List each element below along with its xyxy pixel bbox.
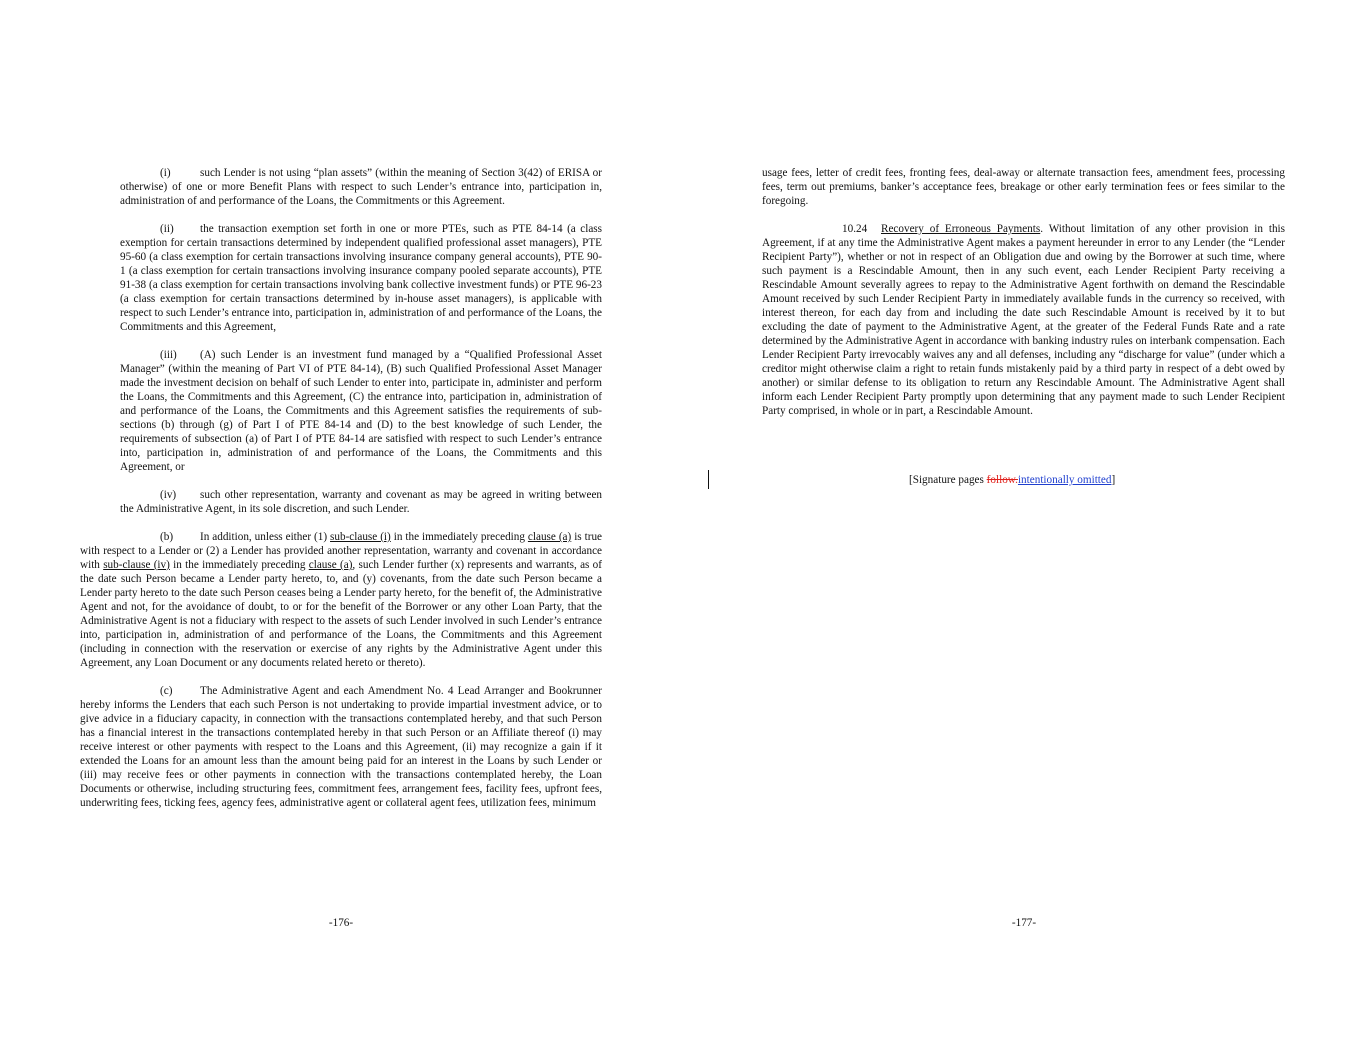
paragraph-c xyxy=(80,684,602,810)
section-10-24 xyxy=(762,222,1285,418)
page-number: -177- xyxy=(1011,917,1037,929)
signature-suffix: ] xyxy=(1111,474,1116,486)
paragraph-continuation: usage fees, letter of credit fees, fronting fees, deal-away or alternate transaction fees, amendment fees, processing fees, term out premiums, banker’s acceptance fees, breakage or other early termination fees or fees similar to the foregoing. xyxy=(762,167,1285,207)
section-title: Recovery of Erroneous Payments xyxy=(881,223,1041,235)
cross-reference: sub-clause (iv) xyxy=(103,559,170,571)
clause-text: the transaction exemption set forth in one or more PTEs, such as PTE 84-14 (a class exemption for certain transactions determined by independent qualified professional asset managers), PTE 95-60 (a class exemption for certain transactions involving insurance company general accounts), PTE 90-1 (a class exemption for certain transactions involving insurance company pooled separate accounts), PTE 91-38 (a class exemption for certain transactions involving bank collective investment funds) or PTE 96-23 (a class exemption for certain transactions determined by in-house asset managers), is applicable with respect to such Lender’s entrance into, participation in, administration of and performance of the Loans, the Commitments and this Agreement, xyxy=(120,223,602,333)
paragraph-a-ii xyxy=(80,222,602,334)
clause-number: (c) xyxy=(160,685,173,697)
clause-text: such other representation, warranty and covenant as may be agreed in writing between the Administrative Agent, in its sole discretion, and such Lender. xyxy=(120,489,602,515)
clause-text: , such Lender further (x) represents and warrants, as of the date such Person became a Lender party hereto, to, and (y) covenants, from the date such Person became a Lender party hereto to the date such Person ceases being a Lender party hereto, for the benefit of, the Administrative Agent and not, for the avoidance of doubt, to or for the benefit of the Borrower or any other Loan Party, that the Administrative Agent is not a fiduciary with respect to the assets of such Lender involved in such Lender’s entrance into, participation in, administration of and performance of the Loans, the Commitments and this Agreement (including in connection with the reservation or exercise of any rights by the Administrative Agent under this Agreement, any Loan Document or any documents related hereto or thereto). xyxy=(80,559,603,669)
deleted-text: follow. xyxy=(986,474,1018,486)
signature-prefix: [Signature pages xyxy=(909,474,987,486)
clause-text: in the immediately preceding xyxy=(169,559,309,571)
paragraph-a-iii xyxy=(80,348,602,474)
page-176 xyxy=(0,0,682,1055)
clause-number: (b) xyxy=(160,531,174,543)
cross-reference: clause (a) xyxy=(527,531,572,543)
clause-number: (iv) xyxy=(160,489,177,501)
section-number: 10.24 xyxy=(842,223,868,235)
page-177 xyxy=(683,0,1365,1055)
paragraph-a-i xyxy=(80,166,602,208)
paragraph-b xyxy=(80,530,602,670)
cross-reference: sub-clause (i) xyxy=(330,531,391,543)
clause-text: In addition, unless either (1) xyxy=(200,531,331,543)
clause-text: in the immediately preceding xyxy=(390,531,528,543)
section-text: . Without limitation of any other provision in this Agreement, if at any time the Administrative Agent makes a payment hereunder in error to any Lender (the “Lender Recipient Party”), whether or not in respect of an Obligation due and owing by the Borrower at such time, where such payment is a Rescindable Amount, then in any such event, each Lender Recipient Party receiving a Rescindable Amount severally agrees to repay to the Administrative Agent forthwith on demand the Rescindable Amount received by such Lender Recipient Party in immediately available funds in the currency so received, with interest thereon, for each day from and including the date such Rescindable Amount is received by it to but excluding the date of payment to the Administrative Agent, at the greater of the Federal Funds Rate and a rate determined by the Administrative Agent in accordance with banking industry rules on interbank compensation. Each Lender Recipient Party irrevocably waives any and all defenses, including any “discharge for value” (under which a creditor might otherwise claim a right to retain funds mistakenly paid by a third party in respect of a debt owed by another) or similar defense to its obligation to return any Rescindable Amount. The Administrative Agent shall inform each Lender Recipient Party promptly upon determining that any payment made to such Lender Recipient Party comprised, in whole or in part, a Rescindable Amount. xyxy=(762,223,1286,417)
signature-line xyxy=(909,473,1115,487)
clause-text: (A) such Lender is an investment fund managed by a “Qualified Professional Asset Manager” (within the meaning of Part VI of PTE 84-14), (B) such Qualified Professional Asset Manager made the investment decision on behalf of such Lender to enter into, participate in, administer and perform the Loans, the Commitments and this Agreement, (C) the entrance into, participation in, administration of and performance of the Loans, the Commitments and this Agreement satisfies the requirements of sub-sections (b) through (g) of Part I of PTE 84-14 and (D) to the best knowledge of such Lender, the requirements of subsection (a) of Part I of PTE 84-14 are satisfied with respect to such Lender’s entrance into, participation in, administration of and performance of the Loans, the Commitments and this Agreement, or xyxy=(120,349,602,473)
clause-number: (iii) xyxy=(160,349,177,361)
cross-reference: clause (a) xyxy=(308,559,353,571)
inserted-text: intentionally omitted xyxy=(1017,474,1112,486)
page-number: -176- xyxy=(328,917,354,929)
clause-number: (ii) xyxy=(160,223,174,235)
clause-number: (i) xyxy=(160,167,171,179)
page-177-body xyxy=(762,166,1285,432)
page-176-body xyxy=(80,166,602,824)
clause-text: such Lender is not using “plan assets” (within the meaning of Section 3(42) of ERISA or otherwise) of one or more Benefit Plans with respect to such Lender’s entrance into, participation in, administration of and performance of the Loans, the Commitments or this Agreement. xyxy=(120,167,602,207)
paragraph-a-iv xyxy=(80,488,602,516)
clause-text: The Administrative Agent and each Amendment No. 4 Lead Arranger and Bookrunner hereby informs the Lenders that each such Person is not undertaking to provide impartial investment advice, or to give advice in a fiduciary capacity, in connection with the transactions contemplated hereby, and that such Person has a financial interest in the transactions contemplated hereby in that such Person or an Affiliate thereof (i) may receive interest or other payments with respect to the Loans and this Agreement, (ii) may recognize a gain if it extended the Loans for an amount less than the amount being paid for an interest in the Loans by such Lender or (iii) may receive fees or other payments in connection with the transactions contemplated hereby, the Loan Documents or otherwise, including structuring fees, commitment fees, arrangement fees, facility fees, upfront fees, underwriting fees, ticking fees, agency fees, administrative agent or collateral agent fees, utilization fees, minimum xyxy=(80,685,602,809)
clause-text: is true with respect to a Lender or (2) a Lender has provided another representation, warranty and covenant in accordance with xyxy=(80,531,603,571)
